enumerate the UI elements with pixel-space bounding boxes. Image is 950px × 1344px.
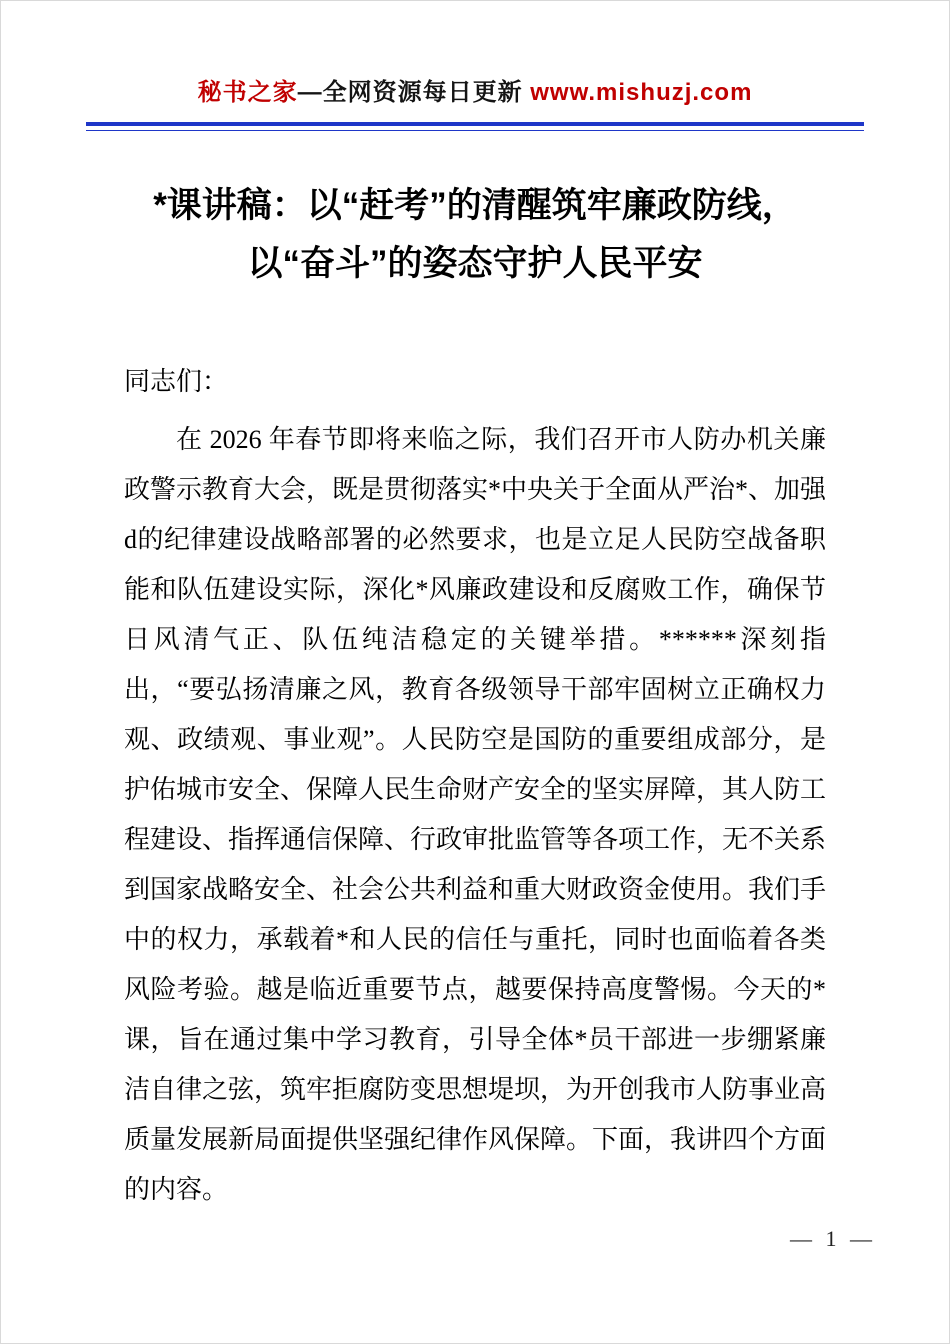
site-url: www.mishuzj.com [530, 79, 753, 106]
site-header [86, 78, 864, 122]
document-title [124, 177, 826, 293]
site-tagline: —全网资源每日更新 [297, 79, 523, 106]
site-brand: 秘书之家 [197, 79, 298, 106]
title-line-1: *课讲稿：以“赶考”的清醒筑牢廉政防线， [153, 186, 797, 225]
page-number: — 1 — [790, 1226, 876, 1251]
salutation: 同志们： [124, 367, 229, 396]
header-divider-double-line [86, 122, 864, 131]
title-line-2: 以“奋斗”的姿态守护人民平安 [247, 244, 703, 283]
document-body [124, 357, 826, 1215]
paragraph-1: 在 2026 年春节即将来临之际，我们召开市人防办机关廉政警示教育大会，既是贯彻落实*中央关于全面从严治*、加强d的纪律建设战略部署的必然要求，也是立足人民防空战备职能和队伍建设实际，深化*风廉政建设和反腐败工作，确保节日风清气正、队伍纯洁稳定的关键举措。******深刻指出，“要弘扬清廉之风，教育各级领导干部牢固树立正确权力观、政绩观、事业观”。人民防空是国防的重要组成部分，是护佑城市安全、保障人民生命财产安全的坚实屏障，其人防工程建设、指挥通信保障、行政审批监管等各项工作，无不关系到国家战略安全、社会公共利益和重大财政资金使用。我们手中的权力，承载着*和人民的信任与重托，同时也面临着各类风险考验。越是临近重要节点，越要保持高度警惕。今天的*课，旨在通过集中学习教育，引导全体*员干部进一步绷紧廉洁自律之弦，筑牢拒腐防变思想堤坝，为开创我市人防事业高质量发展新局面提供坚强纪律作风保障。下面，我讲四个方面的内容。 [124, 425, 827, 1204]
